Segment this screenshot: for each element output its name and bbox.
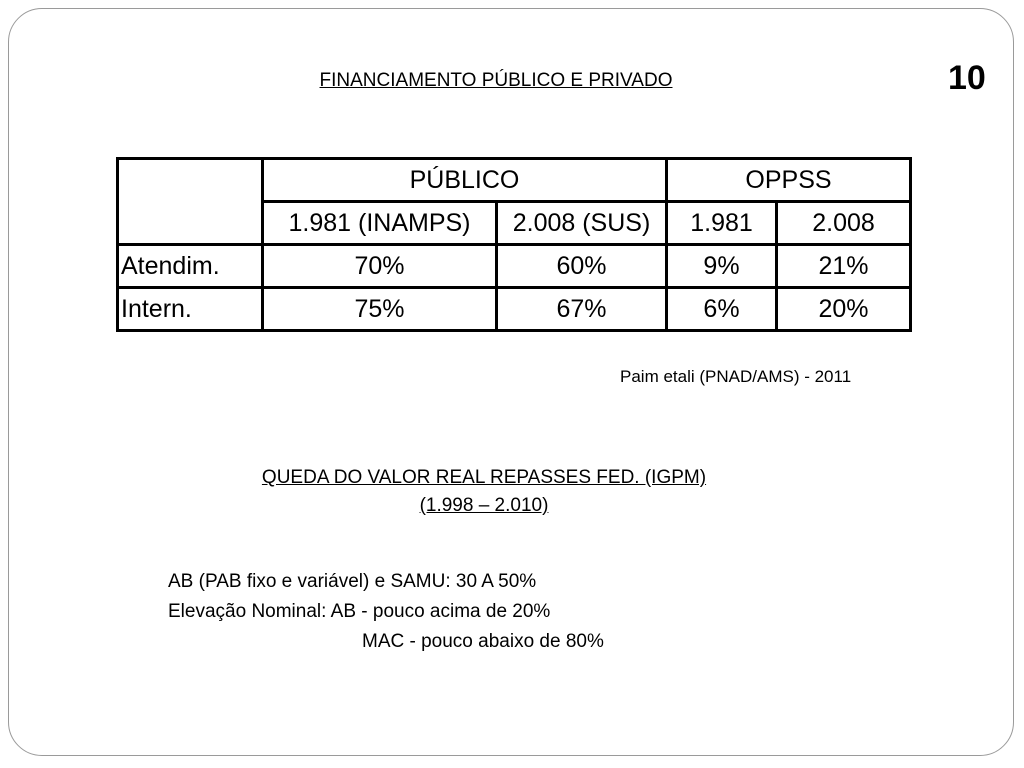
table-cell: 20%: [777, 288, 911, 331]
table-row-label: Intern.: [118, 288, 263, 331]
table-cell: 9%: [667, 245, 777, 288]
financing-table: [116, 157, 912, 332]
section-subtitle: [0, 464, 968, 520]
table-row-label: Atendim.: [118, 245, 263, 288]
body-line: MAC - pouco abaixo de 80%: [362, 631, 604, 652]
table-source-citation: Paim etali (PNAD/AMS) - 2011: [620, 367, 852, 386]
table-cell: 75%: [263, 288, 497, 331]
subtitle-line: (1.998 – 2.010): [419, 495, 549, 516]
table-group-header-publico: PÚBLICO: [263, 159, 667, 202]
table-group-header-oppss: OPPSS: [667, 159, 911, 202]
subtitle-line: QUEDA DO VALOR REAL REPASSES FED. (IGPM): [261, 467, 707, 488]
table-cell: 70%: [263, 245, 497, 288]
table-row: [118, 288, 911, 331]
table-subheader: 1.981: [667, 202, 777, 245]
table-subheader: 1.981 (INAMPS): [263, 202, 497, 245]
body-line: Elevação Nominal: AB - pouco acima de 20%: [168, 601, 551, 622]
table-cell: 60%: [497, 245, 667, 288]
table-subheader: 2.008: [777, 202, 911, 245]
table-cell: 6%: [667, 288, 777, 331]
table-header-row: [118, 159, 911, 202]
body-line: AB (PAB fixo e variável) e SAMU: 30 A 50%: [168, 571, 537, 592]
table-corner-cell: [118, 159, 263, 245]
slide-title: FINANCIAMENTO PÚBLICO E PRIVADO: [319, 70, 673, 91]
body-text: [168, 567, 604, 657]
table-cell: 21%: [777, 245, 911, 288]
slide-number: 10: [948, 59, 986, 97]
table-row: [118, 245, 911, 288]
table-subheader: 2.008 (SUS): [497, 202, 667, 245]
table-cell: 67%: [497, 288, 667, 331]
